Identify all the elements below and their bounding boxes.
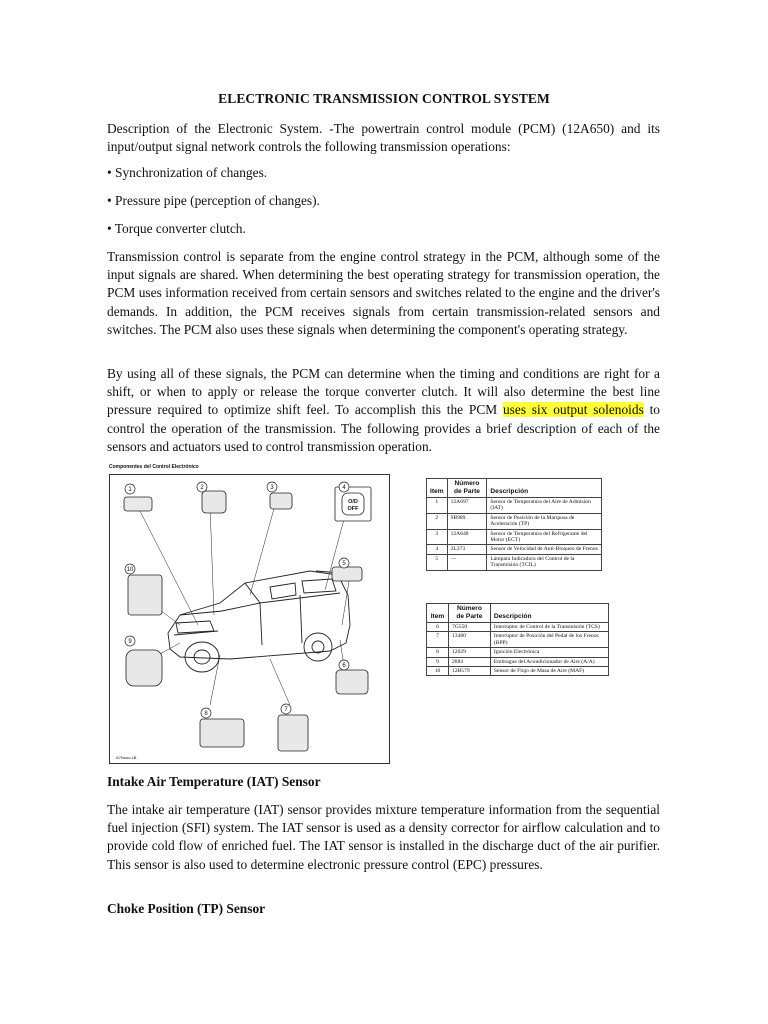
- cell-item: 5: [427, 554, 448, 570]
- cell-part: —: [447, 554, 487, 570]
- cell-description: Sensor de Flujo de Masa de Aire (MAF): [490, 667, 608, 676]
- suv-body: [168, 571, 350, 659]
- cell-item: 4: [427, 545, 448, 554]
- vehicle-illustration: [110, 475, 389, 763]
- signals-text-before: By using all of these signals, the PCM can determine when the timing and conditions are right for a shift, or when to apply or release the torque converter clutch. It will also determine the best line pressure required to optimize shift feel. To accomplish this the PCM: [107, 366, 660, 418]
- table-row: [427, 667, 609, 676]
- callout-6: 6: [342, 663, 346, 669]
- tcil-part: [332, 567, 362, 581]
- highlighted-text: uses six output solenoids: [502, 402, 644, 418]
- maf-sensor-part: [128, 575, 162, 615]
- cell-description: Sensor de Temperatura del Aire de Admisión (IAT): [487, 498, 602, 514]
- components-figure: [109, 474, 390, 764]
- intro-paragraph: Description of the Electronic System. -The powertrain control module (PCM) (12A650) and its input/output signal network controls the following transmission operations:: [107, 121, 660, 155]
- cell-description: Embrague del Acondicionador de Aire (A/A): [490, 657, 608, 666]
- header-item: Item: [427, 479, 448, 498]
- cell-item: 10: [427, 667, 449, 676]
- cell-part: 12B579: [448, 667, 490, 676]
- cell-part: 13480: [448, 632, 490, 648]
- ect-sensor-part: [270, 493, 292, 509]
- cell-part: 12029: [448, 648, 490, 657]
- cell-description: Interruptor de Posición del Pedal de los Frenos (BPP): [490, 632, 608, 648]
- header-part-number: Número de Parte: [448, 604, 490, 623]
- bullet-pressure-pipe: • Pressure pipe (perception of changes).: [107, 193, 320, 208]
- bullet-torque-converter: • Torque converter clutch.: [107, 221, 246, 236]
- cell-item: 2: [427, 513, 448, 529]
- cell-item: 7: [427, 632, 449, 648]
- cell-part: 2884: [448, 657, 490, 666]
- tcs-part: [336, 670, 368, 694]
- table-row: [427, 623, 609, 632]
- cell-description: Interruptor de Control de la Transmisión (TCS): [490, 623, 608, 632]
- rear-wheel: [304, 633, 332, 661]
- ignition-part: [200, 719, 244, 747]
- cell-part: 7G550: [448, 623, 490, 632]
- parts-table-2: [426, 603, 609, 676]
- iat-sensor-part: [124, 497, 152, 511]
- iat-sensor-paragraph: The intake air temperature (IAT) sensor provides mixture temperature information from the sequential fuel injection (SFI) system. The IAT sensor is used as a density corrector for airflow calculation and to provide cold flow of enriched fuel. The IAT sensor is installed in the discharge duct of the air purifier. This sensor is also used to determine electronic pressure control (EPC) pressures.: [107, 802, 660, 872]
- callout-10: 10: [126, 567, 134, 573]
- cell-item: 9: [427, 657, 449, 666]
- header-item: Item: [427, 604, 449, 623]
- document-title: ELECTRONIC TRANSMISSION CONTROL SYSTEM: [218, 91, 550, 106]
- callout-8: 8: [204, 711, 208, 717]
- callout-7: 7: [284, 707, 288, 713]
- cell-part: 9B989: [447, 513, 487, 529]
- signals-text-after: to control the operation of the transmission. The following provides a brief description of each of the sensors and actuators used to control transmission operation.: [107, 402, 661, 454]
- bullet-synchronization: • Synchronization of changes.: [107, 165, 268, 180]
- cell-description: Lámpara Indicadora del Control de la Transmisión (TCIL): [487, 554, 602, 570]
- signals-paragraph: [107, 365, 660, 456]
- cell-part: 12A648: [447, 529, 487, 545]
- cell-item: 1: [427, 498, 448, 514]
- header-description: Descripción: [487, 479, 602, 498]
- table-row: [427, 632, 609, 648]
- cell-item: 8: [427, 648, 449, 657]
- iat-sensor-heading: Intake Air Temperature (IAT) Sensor: [107, 774, 321, 789]
- callout-1: 1: [128, 487, 132, 493]
- table-row: [427, 513, 602, 529]
- table-row: [427, 545, 602, 554]
- tp-sensor-part: [202, 491, 226, 513]
- callout-9: 9: [128, 639, 132, 645]
- table-row: [427, 529, 602, 545]
- od-label: O/D: [348, 499, 358, 505]
- transmission-control-paragraph: Transmission control is separate from the engine control strategy in the PCM, although some of the input signals are shared. When determining the best operating strategy for transmission operation, the PCM uses information received from certain sensors and switches related to the engine and the driver's demands. In addition, the PCM receives signals from certain transmission-related sensors and switches. The PCM also uses these signals when determining the component's operating strategy.: [107, 249, 660, 337]
- table-row: [427, 648, 609, 657]
- tp-sensor-heading: Choke Position (TP) Sensor: [107, 901, 266, 916]
- table-header-row: [427, 604, 609, 623]
- cell-item: 3: [427, 529, 448, 545]
- cell-item: 6: [427, 623, 449, 632]
- callout-2: 2: [200, 485, 204, 491]
- table-row: [427, 657, 609, 666]
- cell-description: Ignición Electrónica: [490, 648, 608, 657]
- table-header-row: [427, 479, 602, 498]
- table-row: [427, 498, 602, 514]
- cell-description: Sensor de Posición de la Mariposa de Aceleración (TP): [487, 513, 602, 529]
- header-description: Descripción: [490, 604, 608, 623]
- ac-clutch-part: [126, 650, 162, 686]
- callout-4: 4: [342, 485, 346, 491]
- cell-part: 2L373: [447, 545, 487, 554]
- cell-description: Sensor de Temperatura del Refrigerante del Motor (ECT): [487, 529, 602, 545]
- figure-caption: Componentes del Control Electrónico: [109, 464, 199, 470]
- figure-code: A7Nooo.LB: [116, 755, 137, 760]
- callout-3: 3: [270, 485, 274, 491]
- bpp-switch-part: [278, 715, 308, 751]
- callout-5: 5: [342, 561, 346, 567]
- header-part-number: Número de Parte: [447, 479, 487, 498]
- parts-table-1: [426, 478, 602, 571]
- cell-part: 12A697: [447, 498, 487, 514]
- table-row: [427, 554, 602, 570]
- off-label: OFF: [347, 506, 359, 512]
- cell-description: Sensor de Velocidad de Anti-Bloqueo de Frenos: [487, 545, 602, 554]
